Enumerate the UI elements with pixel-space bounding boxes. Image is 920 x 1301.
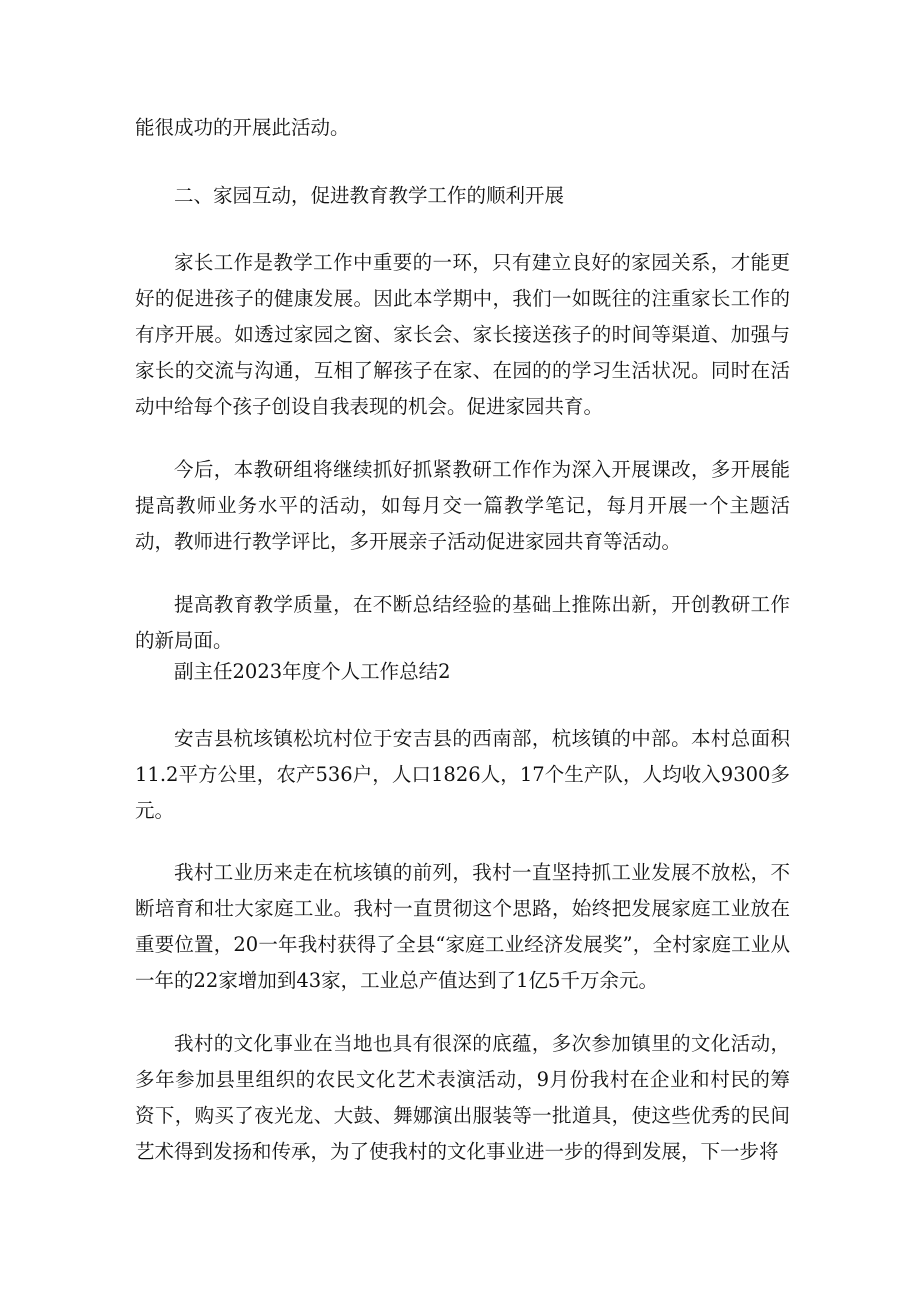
paragraph-village-culture: 我村的文化事业在当地也具有很深的底蕴，多次参加镇里的文化活动，多年参加县里组织的农民文化艺术表演活动，9月份我村在企业和村民的筹资下，购买了夜光龙、大鼓、舞娜演出服装等一批道具，使这些优秀的民间艺术得到发扬和传承，为了使我村的文化事业进一步的得到发展，下一步将 [135,1032,790,1163]
paragraph-family-work: 家长工作是教学工作中重要的一环，只有建立良好的家园关系，才能更好的促进孩子的健康发展。因此本学期中，我们一如既往的注重家长工作的有序开展。如透过家园之窗、家长会、家长接送孩子的时间等渠道、加强与家长的交流与沟通，互相了解孩子在家、在园的的学习生活状况。同时在活动中给每个孩子创设自我表现的机会。促进家园共育。 [135,251,790,418]
paragraph-village-industry: 我村工业历来走在杭垓镇的前列，我村一直坚持抓工业发展不放松，不断培育和壮大家庭工业。我村一直贯彻这个思路，始终把发展家庭工业放在重要位置，20一年我村获得了全县“家庭工业经济发展奖”，全村家庭工业从一年的22家增加到43家，工业总产值达到了1亿5千万余元。 [135,861,790,992]
paragraph-village-overview: 安吉县杭垓镇松坑村位于安吉县的西南部，杭垓镇的中部。本村总面积11.2平方公里，农产536户，人口1826人，17个生产队，人均收入9300多元。 [135,727,790,822]
document-subtitle: 副主任2023年度个人工作总结2 [174,660,451,683]
paragraph-continuation: 能很成功的开展此活动。 [135,116,350,139]
paragraph-future-plans: 今后，本教研组将继续抓好抓紧教研工作作为深入开展课改，多开展能提高教师业务水平的活动，如每月交一篇教学笔记，每月开展一个主题活动，教师进行教学评比，多开展亲子活动促进家园共育等活动。 [135,458,790,553]
section-heading-home-school: 二、家园互动，促进教育教学工作的顺利开展 [174,184,565,207]
paragraph-teaching-quality: 提高教育教学质量，在不断总结经验的基础上推陈出新，开创教研工作的新局面。 [135,593,790,652]
